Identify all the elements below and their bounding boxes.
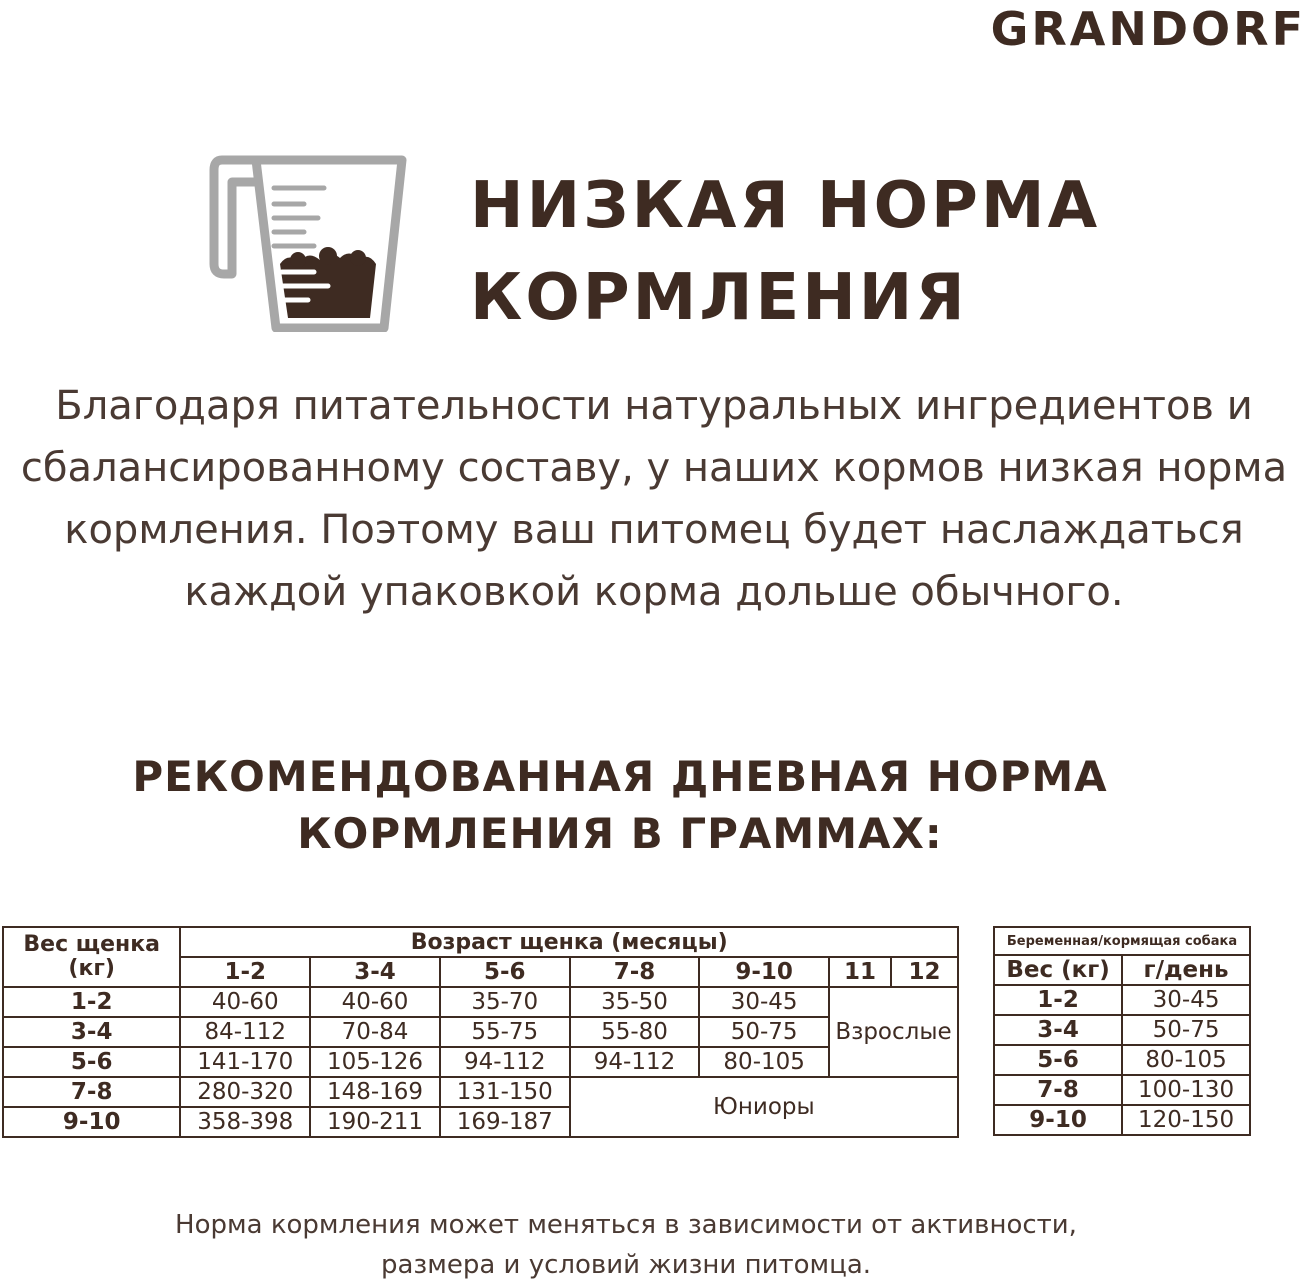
value-cell: 169-187 bbox=[440, 1107, 570, 1137]
puppy-feeding-table bbox=[2, 926, 959, 1138]
value-cell: 141-170 bbox=[180, 1047, 310, 1077]
value-cell: 40-60 bbox=[180, 987, 310, 1017]
intro-line: сбалансированному составу, у наших кормов низкая норма bbox=[20, 445, 1288, 491]
footnote bbox=[0, 1205, 1252, 1285]
measuring-jug-icon bbox=[208, 152, 408, 332]
value-cell: 30-45 bbox=[1122, 985, 1250, 1015]
intro-line: Благодаря питательности натуральных ингредиентов и bbox=[55, 383, 1253, 429]
juniors-cell: Юниоры bbox=[570, 1077, 958, 1137]
title-line: НИЗКАЯ НОРМА bbox=[470, 169, 1101, 243]
age-column-header: 11 bbox=[829, 957, 891, 987]
table-row bbox=[3, 1077, 958, 1107]
value-cell: 280-320 bbox=[180, 1077, 310, 1107]
value-cell: 50-75 bbox=[1122, 1015, 1250, 1045]
age-column-header: 9-10 bbox=[699, 957, 829, 987]
value-cell: 358-398 bbox=[180, 1107, 310, 1137]
table-row bbox=[994, 1105, 1250, 1135]
page-title bbox=[470, 160, 1290, 344]
weight-cell: 3-4 bbox=[3, 1017, 180, 1047]
heading-line: РЕКОМЕНДОВАННАЯ ДНЕВНАЯ НОРМА bbox=[132, 752, 1108, 801]
value-cell: 94-112 bbox=[570, 1047, 700, 1077]
value-cell: 80-105 bbox=[699, 1047, 829, 1077]
pregnant-table-title: Беременная/кормящая собака bbox=[994, 927, 1250, 955]
age-header: Возраст щенка (месяцы) bbox=[180, 927, 958, 957]
age-column-header: 12 bbox=[891, 957, 958, 987]
table-row bbox=[994, 1015, 1250, 1045]
table-row bbox=[994, 1075, 1250, 1105]
table-row bbox=[994, 1045, 1250, 1075]
weight-cell: 7-8 bbox=[3, 1077, 180, 1107]
table-row bbox=[3, 987, 958, 1017]
value-cell: 55-75 bbox=[440, 1017, 570, 1047]
weight-cell: 3-4 bbox=[994, 1015, 1122, 1045]
age-column-header: 7-8 bbox=[570, 957, 700, 987]
value-cell: 84-112 bbox=[180, 1017, 310, 1047]
recommendation-heading bbox=[0, 748, 1240, 862]
value-cell: 35-70 bbox=[440, 987, 570, 1017]
amount-header: г/день bbox=[1122, 955, 1250, 985]
value-cell: 131-150 bbox=[440, 1077, 570, 1107]
weight-cell: 9-10 bbox=[994, 1105, 1122, 1135]
table-row bbox=[994, 985, 1250, 1015]
table-row bbox=[3, 1017, 958, 1047]
intro-line: каждой упаковкой корма дольше обычного. bbox=[184, 569, 1124, 615]
value-cell: 94-112 bbox=[440, 1047, 570, 1077]
pregnant-dog-table bbox=[993, 926, 1251, 1136]
table-row bbox=[3, 1047, 958, 1077]
value-cell: 80-105 bbox=[1122, 1045, 1250, 1075]
intro-paragraph bbox=[0, 375, 1308, 623]
age-column-header: 3-4 bbox=[310, 957, 440, 987]
age-column-header: 1-2 bbox=[180, 957, 310, 987]
value-cell: 148-169 bbox=[310, 1077, 440, 1107]
brand-logo: GRANDORF bbox=[990, 2, 1306, 56]
weight-cell: 5-6 bbox=[3, 1047, 180, 1077]
weight-cell: 7-8 bbox=[994, 1075, 1122, 1105]
value-cell: 190-211 bbox=[310, 1107, 440, 1137]
weight-cell: 1-2 bbox=[994, 985, 1122, 1015]
value-cell: 120-150 bbox=[1122, 1105, 1250, 1135]
value-cell: 50-75 bbox=[699, 1017, 829, 1047]
value-cell: 40-60 bbox=[310, 987, 440, 1017]
value-cell: 100-130 bbox=[1122, 1075, 1250, 1105]
weight-cell: 5-6 bbox=[994, 1045, 1122, 1075]
intro-line: кормления. Поэтому ваш питомец будет наслаждаться bbox=[64, 507, 1244, 553]
title-line: КОРМЛЕНИЯ bbox=[470, 261, 968, 335]
weight-cell: 1-2 bbox=[3, 987, 180, 1017]
weight-header: Вес (кг) bbox=[994, 955, 1122, 985]
age-column-header: 5-6 bbox=[440, 957, 570, 987]
footnote-line: размера и условий жизни питомца. bbox=[380, 1250, 872, 1280]
value-cell: 30-45 bbox=[699, 987, 829, 1017]
value-cell: 35-50 bbox=[570, 987, 700, 1017]
weight-cell: 9-10 bbox=[3, 1107, 180, 1137]
value-cell: 55-80 bbox=[570, 1017, 700, 1047]
adults-cell: Взрослые bbox=[829, 987, 958, 1077]
footnote-line: Норма кормления может меняться в зависимости от активности, bbox=[175, 1210, 1077, 1240]
heading-line: КОРМЛЕНИЯ В ГРАММАХ: bbox=[297, 809, 943, 858]
value-cell: 105-126 bbox=[310, 1047, 440, 1077]
weight-header: Вес щенка (кг) bbox=[3, 927, 180, 987]
value-cell: 70-84 bbox=[310, 1017, 440, 1047]
